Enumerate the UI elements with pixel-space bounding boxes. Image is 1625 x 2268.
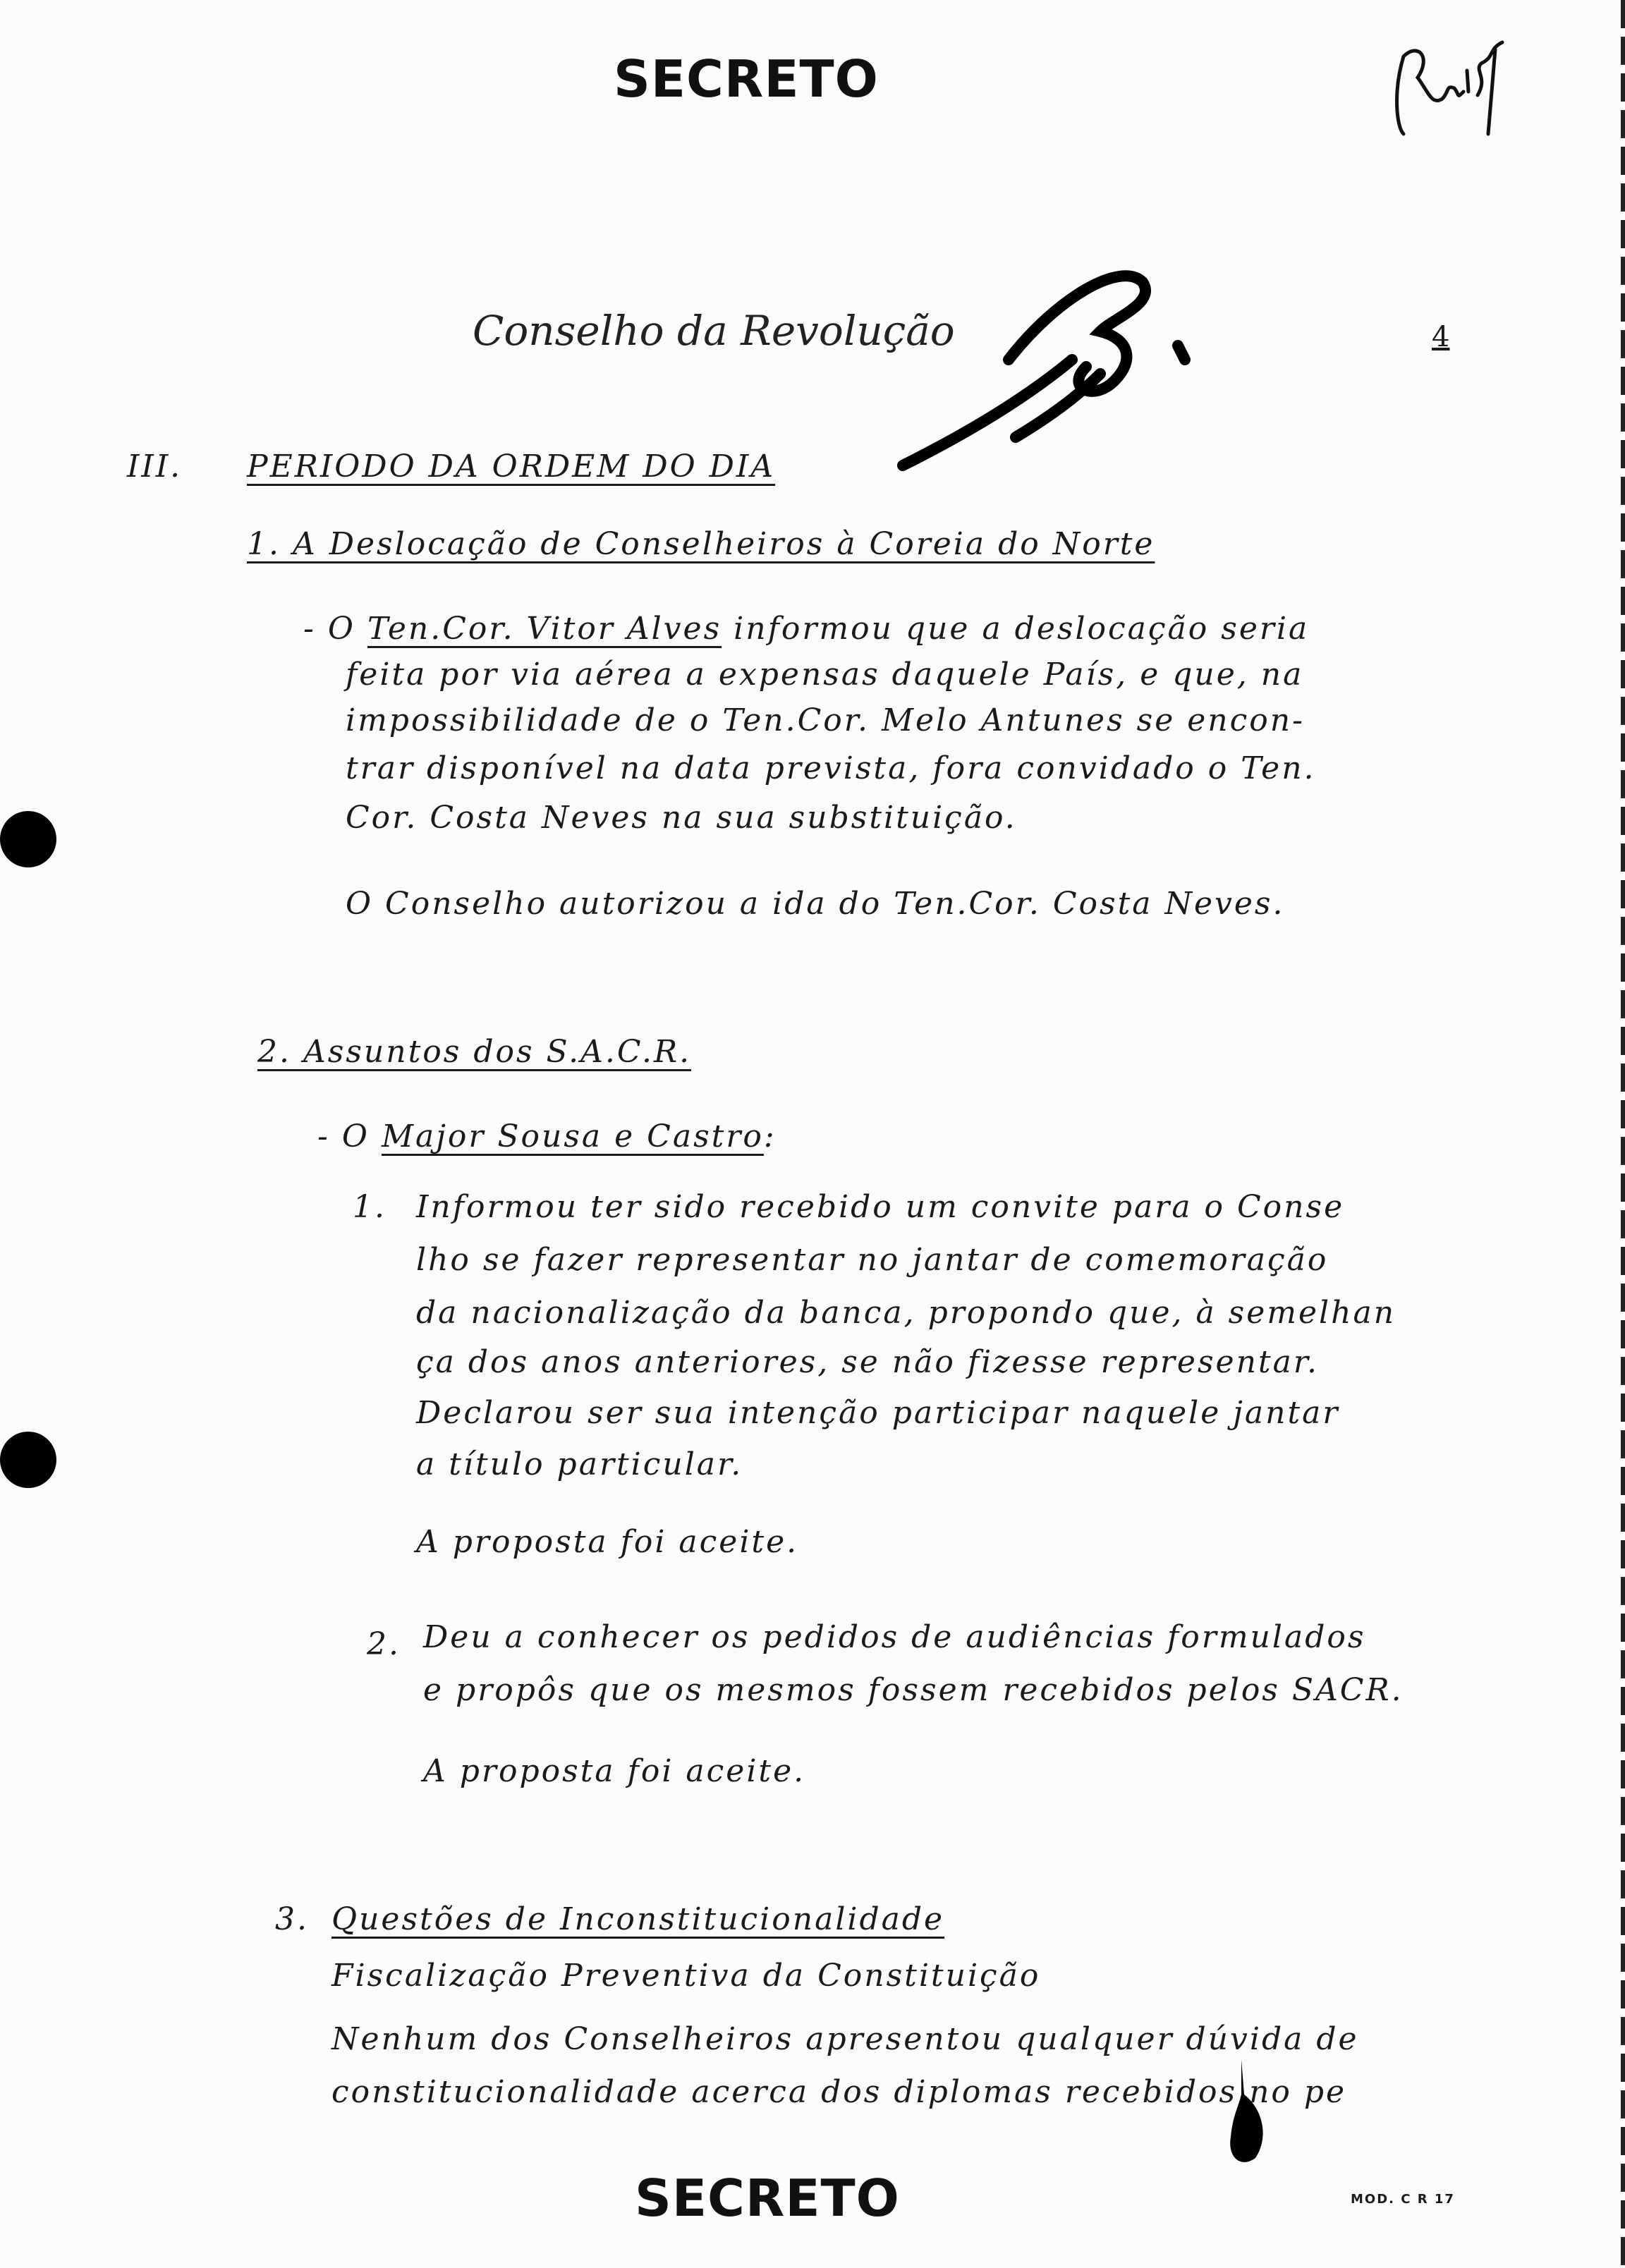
item2-sub1-line: Declarou ser sua intenção participar naquele jantar	[416, 1395, 1340, 1431]
item2-person-line: - O Major Sousa e Castro:	[317, 1118, 777, 1154]
item1-line: impossibilidade de o Ten.Cor. Melo Antunes se encon-	[346, 702, 1305, 738]
handwritten-initials	[1389, 28, 1509, 141]
item2-sub1-line: a título particular.	[416, 1446, 743, 1482]
item2-sub2-number: 2.	[367, 1626, 401, 1662]
item2-person: Major Sousa e Castro	[381, 1118, 764, 1154]
page-edge	[1621, 0, 1625, 2268]
item1-line: feita por via aérea a expensas daquele País, e que, na	[346, 657, 1304, 693]
item2-sub2-line: Deu a conhecer os pedidos de audiências formulados	[423, 1619, 1366, 1655]
item1-line: Cor. Costa Neves na sua substituição.	[346, 800, 1017, 836]
section-title: PERIODO DA ORDEM DO DIA	[247, 449, 776, 484]
item2-sub1-line: Informou ter sido recebido um convite para o Conse	[416, 1189, 1345, 1225]
item3-line: constitucionalidade acerca dos diplomas recebidos no pe	[331, 2074, 1347, 2110]
punch-hole	[0, 1432, 56, 1488]
page-number: 4	[1432, 321, 1450, 353]
classification-stamp-top: SECRETO	[614, 49, 879, 109]
item1-person: Ten.Cor. Vitor Alves	[367, 611, 722, 647]
item2-sub1-number: 1.	[353, 1189, 387, 1225]
classification-stamp-bottom: SECRETO	[635, 2169, 900, 2228]
signature	[889, 254, 1192, 480]
ink-blot	[1213, 2052, 1277, 2172]
item2-sub1-line: lho se fazer representar no jantar de comemoração	[416, 1242, 1329, 1278]
form-code: MOD. C R 17	[1351, 2192, 1455, 2207]
item2-heading: 2. Assuntos dos S.A.C.R.	[257, 1034, 692, 1070]
letterhead: Conselho da Revolução	[473, 307, 955, 355]
item3-subheading: Fiscalização Preventiva da Constituição	[331, 1958, 1041, 1994]
section-number: III.	[127, 449, 183, 484]
punch-hole	[0, 811, 56, 867]
item2-sub2-line: e propôs que os mesmos fossem recebidos pelos SACR.	[423, 1672, 1404, 1708]
item1-decision: O Conselho autorizou a ida do Ten.Cor. Costa Neves.	[346, 886, 1285, 922]
item3-heading: Questões de Inconstitucionalidade	[331, 1901, 945, 1937]
item3-line: Nenhum dos Conselheiros apresentou qualquer dúvida de	[331, 2021, 1359, 2057]
item2-sub2-decision: A proposta foi aceite.	[423, 1753, 806, 1789]
item2-sub1-decision: A proposta foi aceite.	[416, 1524, 799, 1560]
item1-heading: 1. A Deslocação de Conselheiros à Coreia do Norte	[247, 526, 1155, 562]
item2-sub1-line: da nacionalização da banca, propondo que, à semelhan	[416, 1295, 1396, 1331]
item2-sub1-line: ça dos anos anteriores, se não fizesse representar.	[416, 1344, 1320, 1380]
item1-line: trar disponível na data prevista, fora convidado o Ten.	[346, 750, 1316, 786]
item3-number: 3.	[275, 1901, 309, 1937]
item1-line-first: - O Ten.Cor. Vitor Alves informou que a deslocação seria	[303, 611, 1310, 647]
